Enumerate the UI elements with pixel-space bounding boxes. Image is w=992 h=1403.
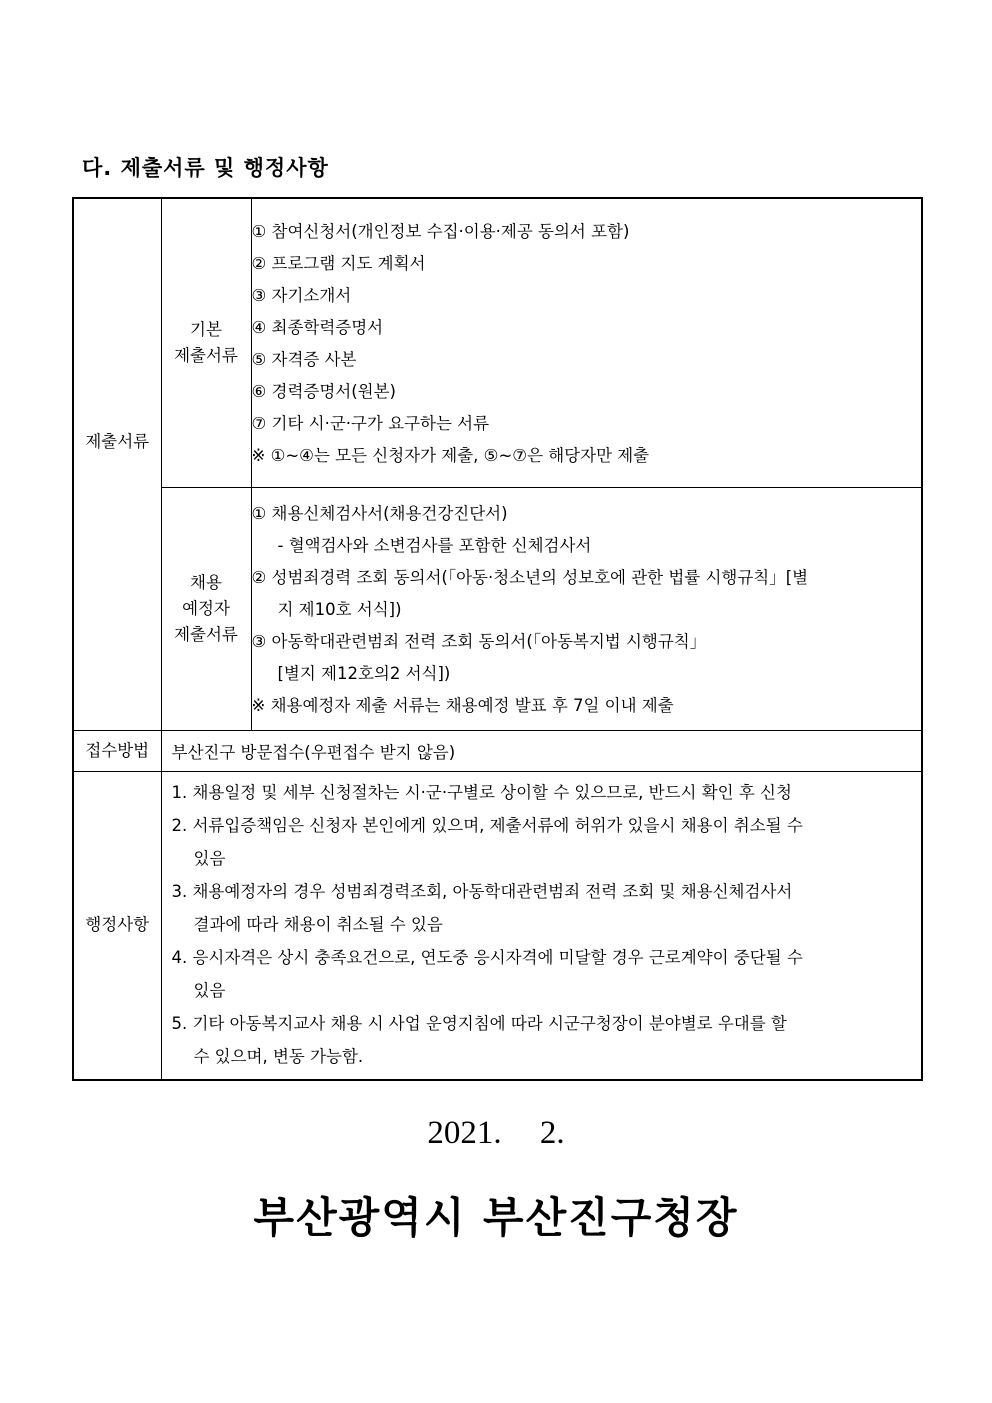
list-item: ② 성범죄경력 조회 동의서(「아동·청소년의 성보호에 관한 법률 시행규칙」[별 <box>251 567 809 587</box>
section-title: 다. 제출서류 및 행정사항 <box>82 156 329 180</box>
list-item: ① 참여신청서(개인정보 수집·이용·제공 동의서 포함) <box>251 221 630 241</box>
hire-docs-label: 채용 예정자 제출서류 <box>161 487 251 730</box>
list-item: 3. 채용예정자의 경우 성범죄경력조회, 아동학대관련범죄 전력 조회 및 채용신체검사서 <box>171 881 793 901</box>
list-item: 1. 채용일정 및 세부 신청절차는 시·군·구별로 상이할 수 있으므로, 반드시 확인 후 신청 <box>171 782 792 802</box>
list-item-cont: 있음 <box>193 980 226 1000</box>
list-note: ※ ①~④는 모든 신청자가 제출, ⑤~⑦은 해당자만 제출 <box>251 445 650 465</box>
admin-list <box>161 771 922 1080</box>
list-subitem: - 혈액검사와 소변검사를 포함한 신체검사서 <box>277 535 592 555</box>
list-item-cont: 지 제10호 서식]) <box>277 599 402 619</box>
list-item: ⑤ 자격증 사본 <box>251 349 357 369</box>
list-item: ③ 아동학대관련범죄 전력 조회 동의서(「아동복지법 시행규칙」 <box>251 631 707 651</box>
list-item-cont: 결과에 따라 채용이 취소될 수 있음 <box>193 914 443 934</box>
list-note: ※ 채용예정자 제출 서류는 채용예정 발표 후 7일 이내 제출 <box>251 695 674 715</box>
list-item: 2. 서류입증책임은 신청자 본인에게 있으며, 제출서류에 허위가 있을시 채용이 취소될 수 <box>171 815 803 835</box>
list-item-cont: 있음 <box>193 848 226 868</box>
reception-label: 접수방법 <box>73 730 161 771</box>
reception-content: 부산진구 방문접수(우편접수 받지 않음) <box>161 730 922 771</box>
list-item: ② 프로그램 지도 계획서 <box>251 253 426 273</box>
list-item-cont: [별지 제12호의2 서식]) <box>277 663 451 683</box>
submission-label: 제출서류 <box>73 198 161 730</box>
list-item: ⑥ 경력증명서(원본) <box>251 381 396 401</box>
basic-docs-list <box>251 198 922 487</box>
list-item: ⑦ 기타 시·군·구가 요구하는 서류 <box>251 413 490 433</box>
hire-docs-list <box>251 487 922 730</box>
document-date: 2021. 2. <box>427 1115 565 1151</box>
list-item: 4. 응시자격은 상시 충족요건으로, 연도중 응시자격에 미달할 경우 근로계약이 중단될 수 <box>171 947 803 967</box>
list-item: ③ 자기소개서 <box>251 285 352 305</box>
list-item: 5. 기타 아동복지교사 채용 시 사업 운영지침에 따라 시군구청장이 분야별로 우대를 할 <box>171 1013 787 1033</box>
list-item-cont: 수 있으며, 변동 가능함. <box>193 1046 364 1066</box>
submission-table <box>72 197 923 1081</box>
list-item: ① 채용신체검사서(채용건강진단서) <box>251 503 508 523</box>
basic-docs-label: 기본 제출서류 <box>161 198 251 487</box>
issuer-name: 부산광역시 부산진구청장 <box>253 1193 739 1242</box>
list-item: ④ 최종학력증명서 <box>251 317 384 337</box>
admin-label: 행정사항 <box>73 771 161 1080</box>
